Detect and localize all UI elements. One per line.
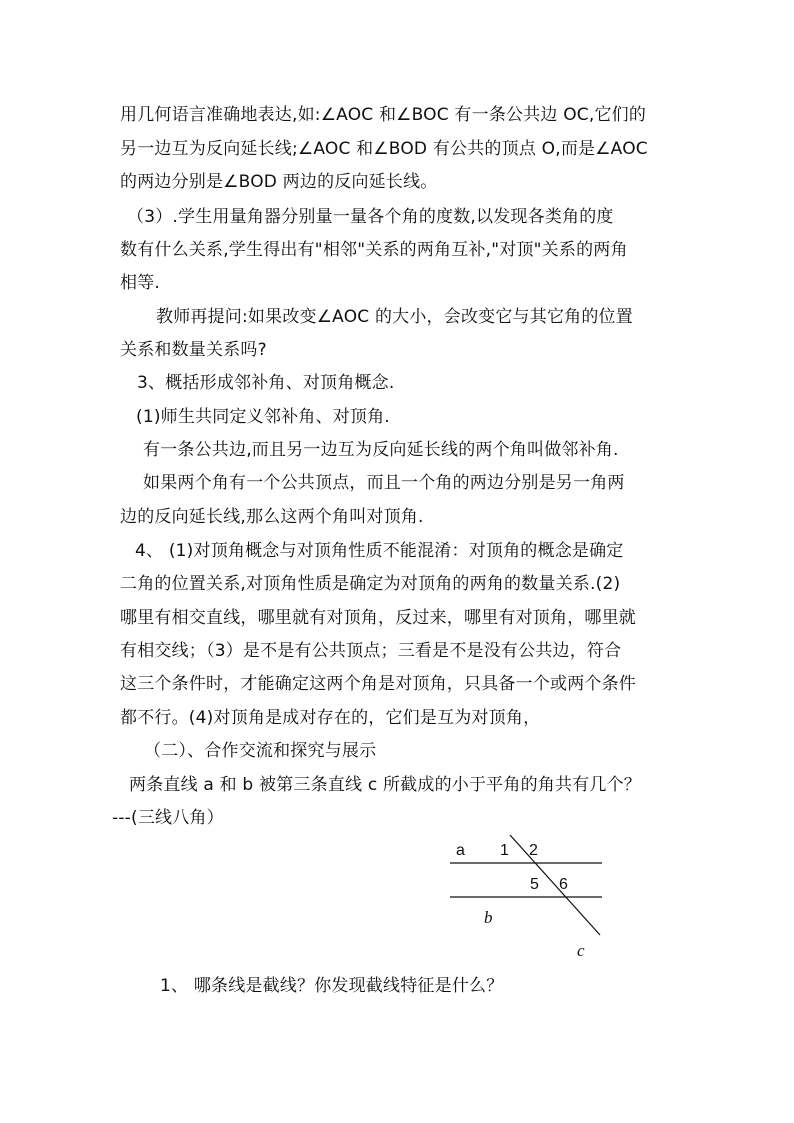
text-line-13: 边的反向延长线,那么这两个角叫对顶角. <box>120 507 424 527</box>
text-line-18: 这三个条件时，才能确定这两个角是对顶角，只具备一个或两个条件 <box>120 674 636 694</box>
question-line: 两条直线 a 和 b 被第三条直线 c 所截成的小于平角的角共有几个？ <box>129 775 641 795</box>
text-line-17: 有相交线；（3）是不是有公共顶点；三看是不是没有公共边，符合 <box>120 641 622 661</box>
text-line-15: 二角的位置关系,对顶角性质是确定为对顶角的两角的数量关系.(2) <box>120 574 621 594</box>
label-angle-1: 1 <box>500 842 509 859</box>
label-angle-6: 6 <box>559 876 568 893</box>
text-line-8: 关系和数量关系吗? <box>120 340 267 360</box>
text-line-19: 都不行。(4)对顶角是成对存在的，它们是互为对顶角， <box>120 708 541 728</box>
text-line-22: ---(三线八角） <box>112 808 224 828</box>
text-line-12: 如果两个角有一个公共顶点，而且一个角的两边分别是另一角两 <box>143 473 625 493</box>
text-line-16: 哪里有相交直线，哪里就有对顶角，反过来，哪里有对顶角，哪里就 <box>120 608 636 628</box>
label-angle-5: 5 <box>530 876 539 893</box>
text-line-3: 的两边分别是∠BOD 两边的反向延长线。 <box>120 172 438 192</box>
question-1: 1、 哪条线是截线？你发现截线特征是什么？ <box>160 976 504 996</box>
text-line-10: (1)师生共同定义邻补角、对顶角. <box>136 407 390 427</box>
label-b: b <box>484 908 493 927</box>
section-heading-2: （二）、合作交流和探究与展示 <box>144 741 377 761</box>
section-heading-3: 3、概括形成邻补角、对顶角概念. <box>137 373 395 393</box>
text-line-7: 教师再提问:如果改变∠AOC 的大小，会改变它与其它角的位置 <box>156 307 633 327</box>
line-c <box>510 835 600 935</box>
text-line-2: 另一边互为反向延长线;∠AOC 和∠BOD 有公共的顶点 O,而是∠AOC <box>120 139 648 159</box>
label-angle-2: 2 <box>529 842 538 859</box>
label-a: a <box>456 842 465 859</box>
text-line-4: （3）.学生用量角器分别量一量各个角的度数,以发现各类角的度 <box>127 207 614 227</box>
text-line-6: 相等. <box>120 273 161 293</box>
three-lines-eight-angles-figure <box>440 835 620 965</box>
label-c: c <box>577 941 585 960</box>
figure-svg <box>440 835 620 965</box>
text-line-5: 数有什么关系,学生得出有"相邻"关系的两角互补,"对顶"关系的两角 <box>120 240 628 260</box>
text-line-1: 用几何语言准确地表达,如:∠AOC 和∠BOC 有一条公共边 OC,它们的 <box>120 105 647 125</box>
section-heading-4: 4、 (1)对顶角概念与对顶角性质不能混淆：对顶角的概念是确定 <box>135 541 624 561</box>
definition-adjacent-angles: 有一条公共边,而且另一边互为反向延长线的两个角叫做邻补角. <box>143 440 619 460</box>
